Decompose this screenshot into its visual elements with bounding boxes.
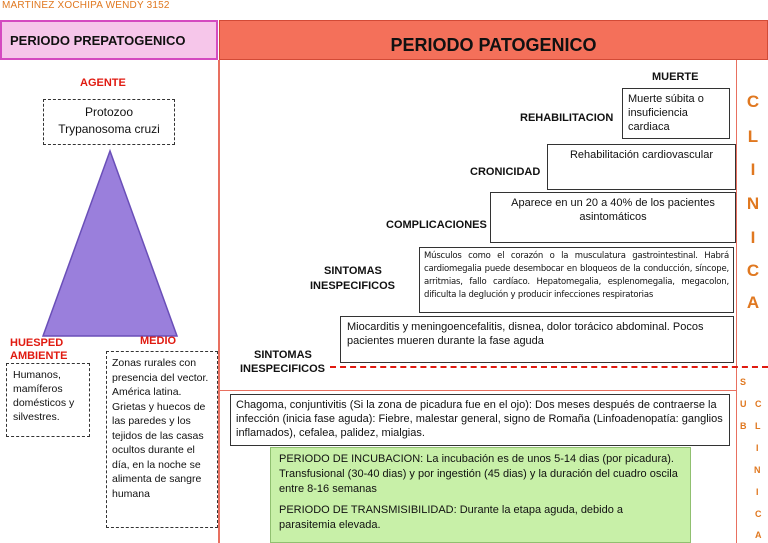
subclinica-letter-3: I <box>756 443 759 453</box>
sintomas-box: Miocarditis y meningoencefalitis, disnea, dolor torácico abdominal. Pocos pacientes mueren durante la fase aguda <box>340 316 734 363</box>
huesped-box: Humanos, mamíferos domésticos y silvestres. <box>6 363 90 437</box>
clinica-letter-3: I <box>750 160 756 179</box>
muerte-box: Muerte súbita o insuficiencia cardiaca <box>622 88 730 139</box>
clinica-divider <box>736 60 737 543</box>
subclinica-letter-5: I <box>756 487 759 497</box>
agente-label: AGENTE <box>80 77 126 89</box>
sub-letter-u: U <box>740 399 747 409</box>
sintomas-2-line-2: INESPECIFICOS <box>240 363 325 375</box>
agente-box <box>43 99 175 145</box>
sintomas-1-line-1: SINTOMAS <box>324 265 382 277</box>
epidemiological-triangle <box>40 148 180 340</box>
clinica-letter-5: I <box>750 228 756 247</box>
triangle-shape <box>43 151 177 336</box>
clinica-letter-4: N <box>746 194 760 213</box>
medio-box: Zonas rurales con presencia del vector. América latina. Grietas y huecos de las paredes y los tejidos de las casas ocultos durante el día, en la noche se alimenta de sangre humana <box>106 351 218 528</box>
subclinica-letter-4: N <box>754 465 761 475</box>
complicaciones-box: Músculos como el corazón o la musculatura gastrointestinal. Habrá cardiomegalia puede desembocar en bloqueos de la conducción, síncope, arritmias, fallo cardíaco. Hepatomegalia, esplenomegalia, megacolon, dificulta la deglución y producir infecciones respiratorias <box>419 247 734 313</box>
sub-letter-b: B <box>740 421 747 431</box>
medio-label: MEDIO <box>140 335 177 347</box>
subclinica-letter-2: L <box>755 421 761 431</box>
rehabilitacion-box: Rehabilitación cardiovascular <box>547 144 736 190</box>
agente-line-2: Trypanosoma cruzi <box>58 122 160 136</box>
subclinica-letter-7: A <box>755 530 762 540</box>
transmisibilidad-text: PERIODO DE TRANSMISIBILIDAD: Durante la etapa aguda, debido a parasitemia elevada. <box>279 504 624 531</box>
agente-line-1: Protozoo <box>84 105 134 119</box>
sintomas-1-line-2: INESPECIFICOS <box>310 280 395 292</box>
clinical-horizon-dashed <box>330 366 768 368</box>
muerte-label: MUERTE <box>652 71 699 83</box>
clinica-letter-1: C <box>746 92 760 111</box>
sintomas-2-line-1: SINTOMAS <box>254 349 312 361</box>
horizon-line <box>220 390 736 391</box>
chagoma-box: Chagoma, conjuntivitis (Si la zona de picadura fue en el ojo): Dos meses después de contraerse la infección (inicia fase aguda): Fiebre, malestar general, signo de Romaña (Linfoadenopatía: ganglios inflamados), cefalea, palidez, mialgias. <box>230 394 730 446</box>
sub-letter-s: S <box>740 377 747 387</box>
complicaciones-label: COMPLICACIONES <box>386 219 487 231</box>
rehabilitacion-label: REHABILITACION <box>520 112 614 124</box>
author-name: MARTINEZ XOCHIPA WENDY 3152 <box>2 0 170 11</box>
ambiente-label: AMBIENTE <box>10 350 68 362</box>
incubacion-box <box>270 447 691 543</box>
column-divider <box>218 60 220 543</box>
incubacion-text: PERIODO DE INCUBACION: La incubación es de unos 5-14 dias (por picadura). Transfusional (30-40 dias) y por ingestión (45 dias) y la duración del cuadro oscila entre 8-16 semanas <box>279 453 678 495</box>
clinica-letter-2: L <box>747 127 759 146</box>
subclinica-letter-1: C <box>755 399 762 409</box>
cronicidad-label: CRONICIDAD <box>470 166 541 178</box>
clinica-letter-6: C <box>746 261 760 280</box>
huesped-label: HUESPED <box>10 337 64 349</box>
subclinica-letter-6: C <box>755 509 762 519</box>
prepatogenico-title: PERIODO PREPATOGENICO <box>0 20 218 60</box>
clinica-letter-7: A <box>746 293 760 312</box>
cronicidad-box: Aparece en un 20 a 40% de los pacientes asintomáticos <box>490 192 736 243</box>
patogenico-title: PERIODO PATOGENICO <box>219 20 768 60</box>
